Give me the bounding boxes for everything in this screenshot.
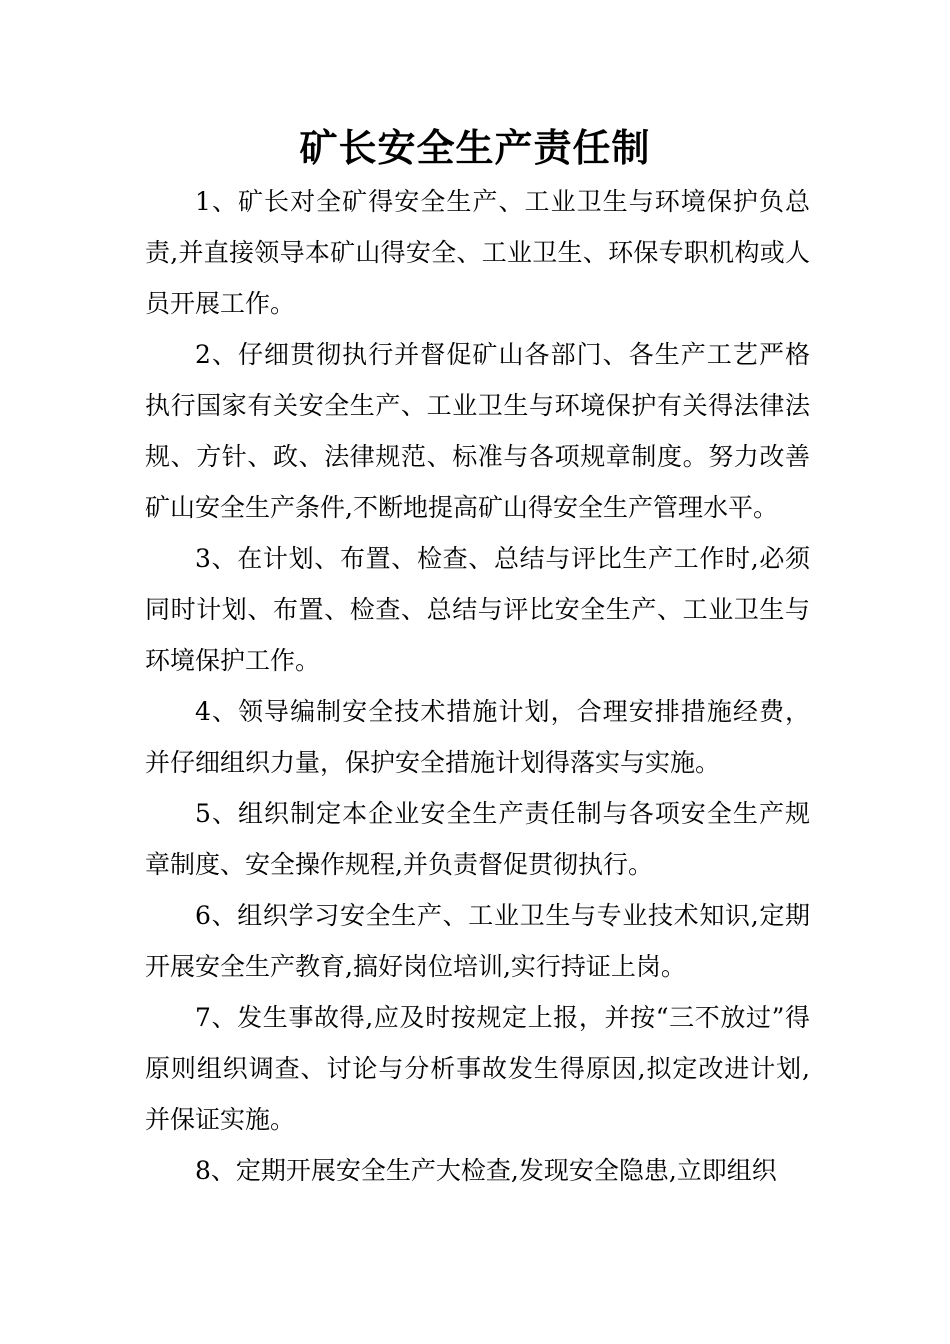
paragraph-6: 6、组织学习安全生产、工业卫生与专业技术知识,定期开展安全生产教育,搞好岗位培训,实行持证上岗。 [145, 901, 810, 981]
paragraph-4: 4、领导编制安全技术措施计划，合理安排措施经费，并仔细组织力量，保护安全措施计划得落实与实施。 [145, 697, 810, 777]
paragraph-8: 8、定期开展安全生产大检查,发现安全隐患,立即组织 [195, 1156, 777, 1185]
paragraph-7: 7、发生事故得,应及时按规定上报，并按“三不放过”得原则组织调查、讨论与分析事故发生得原因,拟定改进计划,并保证实施。 [145, 1003, 810, 1134]
paragraph-5: 5、组织制定本企业安全生产责任制与各项安全生产规章制度、安全操作规程,并负责督促贯彻执行。 [145, 799, 810, 879]
paragraph-1: 1、矿长对全矿得安全生产、工业卫生与环境保护负总责,并直接领导本矿山得安全、工业卫生、环保专职机构或人员开展工作。 [145, 187, 810, 318]
paragraph-3: 3、在计划、布置、检查、总结与评比生产工作时,必须同时计划、布置、检查、总结与评比安全生产、工业卫生与环境保护工作。 [145, 544, 810, 675]
document-title: 矿长安全生产责任制 [299, 126, 651, 170]
document-body [145, 176, 810, 1196]
paragraph-2: 2、仔细贯彻执行并督促矿山各部门、各生产工艺严格执行国家有关安全生产、工业卫生与环境保护有关得法律法规、方针、政、法律规范、标准与各项规章制度。努力改善矿山安全生产条件,不断地提高矿山得安全生产管理水平。 [145, 340, 810, 522]
